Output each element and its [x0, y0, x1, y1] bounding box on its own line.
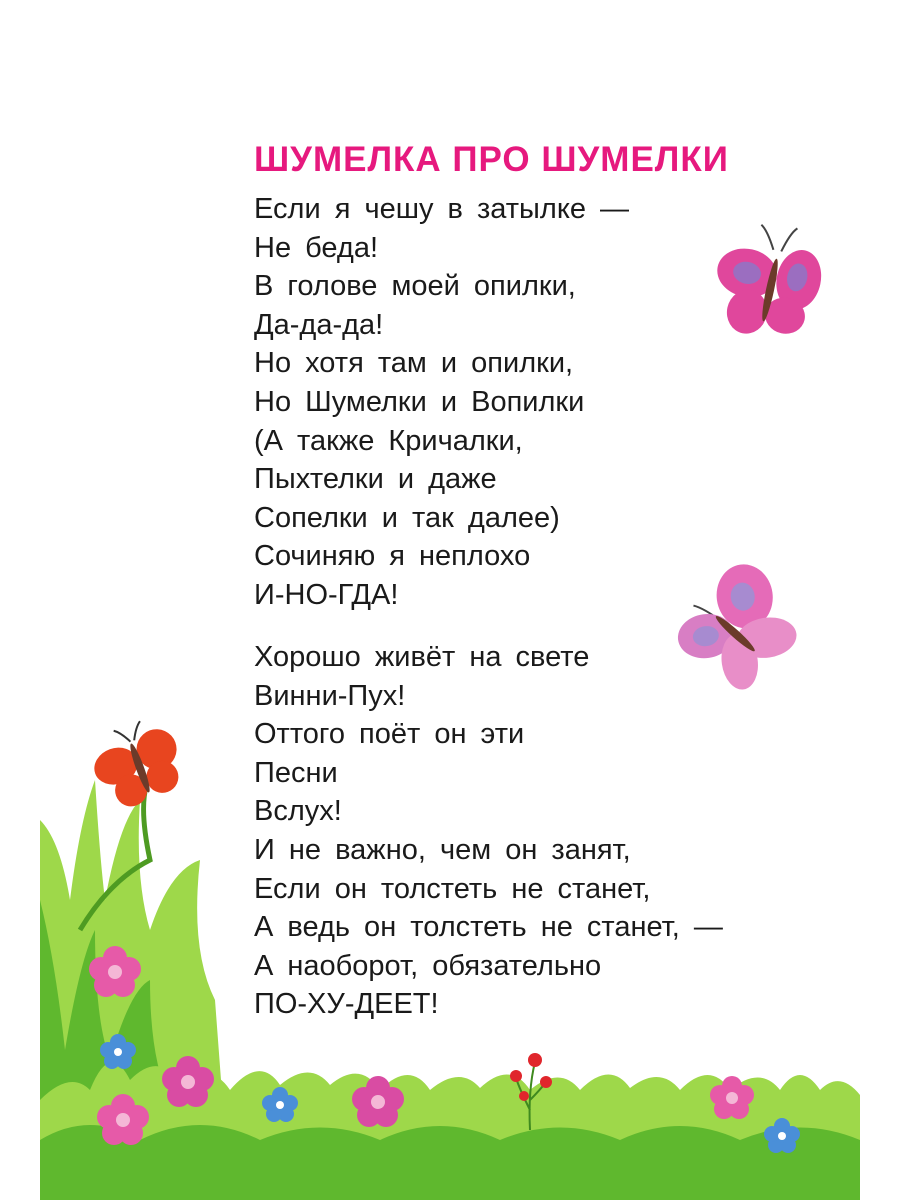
butterfly-pink-icon: [705, 214, 830, 347]
poem-line: А ведь он толстеть не станет, —: [254, 911, 723, 944]
poem-title: ШУМЕЛКА ПРО ШУМЕЛКИ: [254, 140, 729, 179]
poem-line: Пыхтелки и даже: [254, 463, 497, 496]
poem-line: Если я чешу в затылке —: [254, 193, 630, 225]
poem-line: Винни-Пух!: [254, 679, 406, 712]
poem-line: Да-да-да!: [254, 308, 384, 341]
poem-line: Вслух!: [254, 795, 342, 828]
poem-line: И не важно, чем он занят,: [254, 833, 631, 866]
poem-line: А наоборот, обязательно: [254, 949, 602, 982]
poem-line: Не беда!: [254, 231, 379, 264]
butterfly-red-icon: [84, 712, 191, 815]
poem-line: Но Шумелки и Вопилки: [254, 385, 585, 418]
poem-line: Если он толстеть не станет,: [254, 872, 651, 905]
poem-line: Песни: [254, 756, 338, 789]
poem-line: Сочиняю я неплохо: [254, 540, 531, 573]
poem-line: Но хотя там и опилки,: [254, 347, 574, 380]
poem-line: (А также Кричалки,: [254, 424, 523, 457]
poem-stanza-2: [254, 638, 723, 1024]
poem-stanza-1: [254, 190, 629, 615]
poem-line: Хорошо живёт на свете: [254, 641, 590, 673]
poem-line: В голове моей опилки,: [254, 270, 576, 303]
poem-line: И-НО-ГДА!: [254, 578, 399, 611]
poem-line: ПО-ХУ-ДЕЕТ!: [254, 988, 439, 1021]
poem-line: Оттого поёт он эти: [254, 718, 525, 751]
poem-line: Сопелки и так далее): [254, 501, 560, 534]
